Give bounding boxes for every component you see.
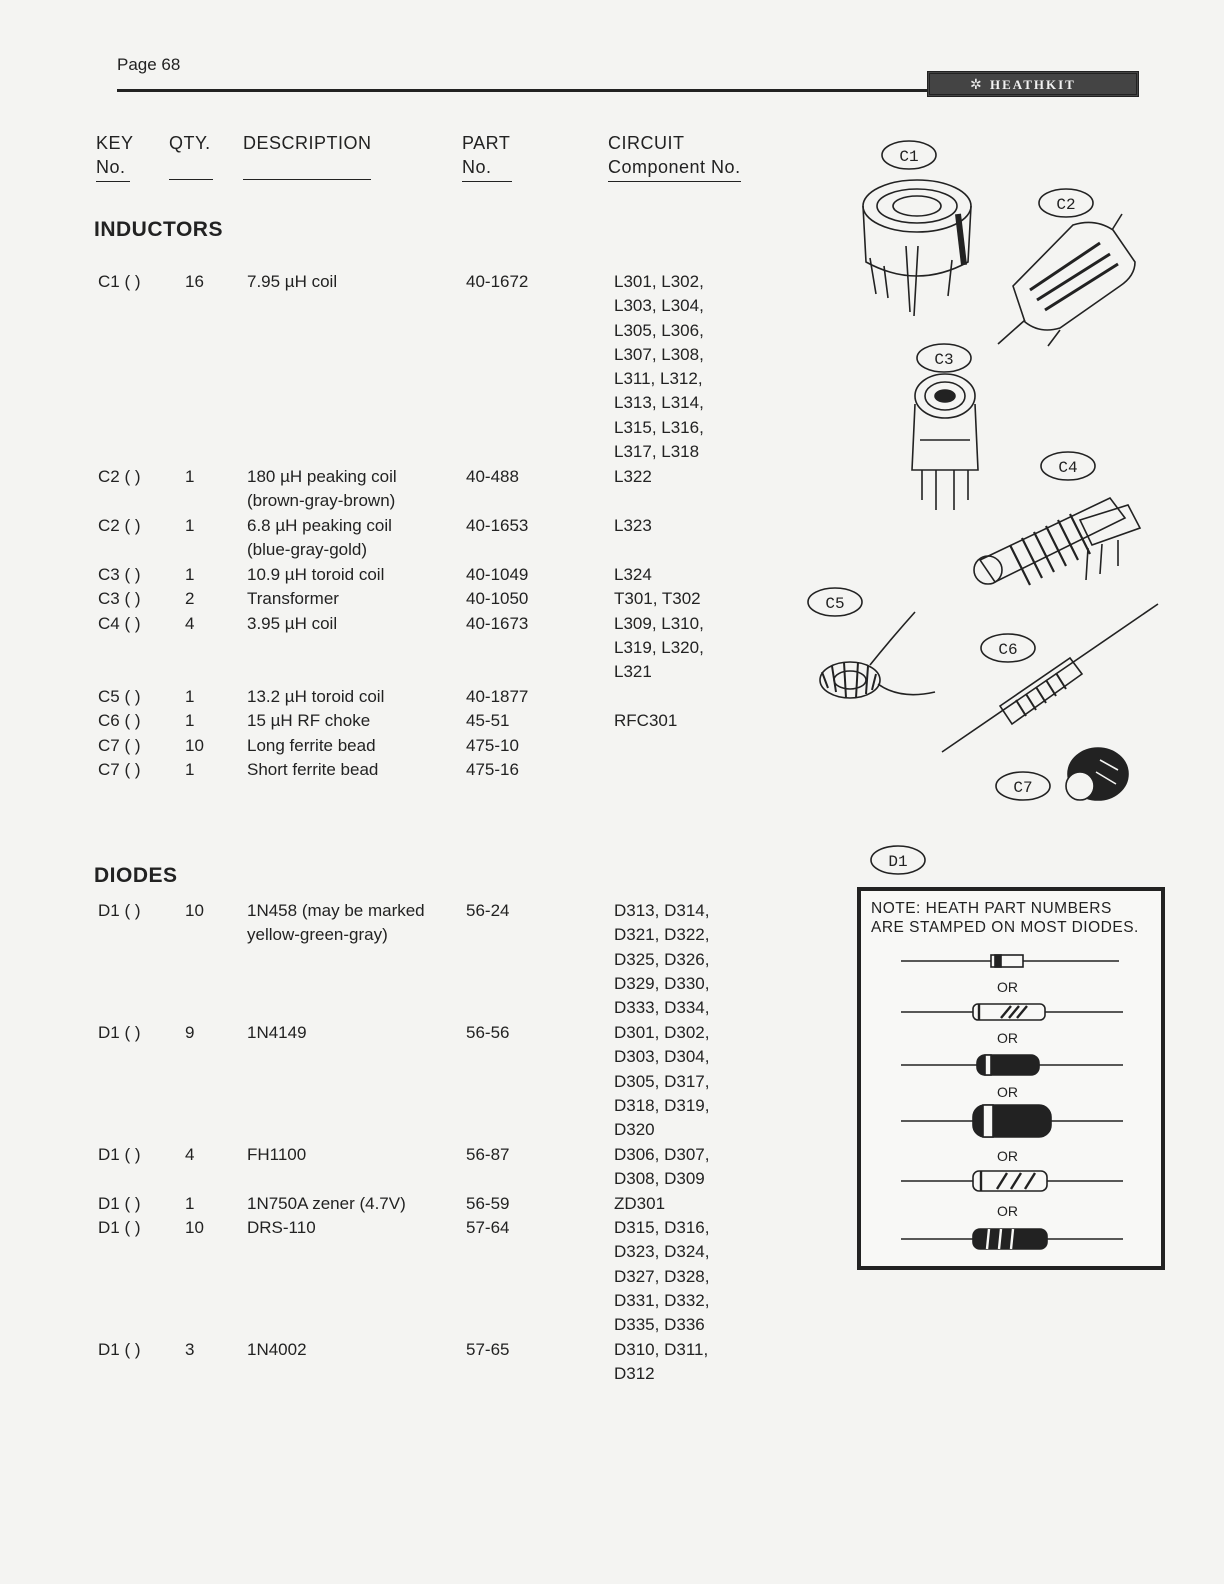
label-c5: C5 [825,595,845,613]
circuit-component-line: L315, L316, [614,417,704,437]
key-number: C7 ( ) [98,735,141,755]
diode-striped-icon [901,1229,1123,1249]
or-label-5: OR [997,1203,1018,1219]
circuit-component-line: D321, D322, [614,925,710,945]
column-header-circuit: CIRCUIT Component No. [608,131,741,182]
quantity: 2 [185,589,195,609]
ferrite-bead-c7-icon [1066,748,1128,800]
key-number: D1 ( ) [98,1023,141,1042]
coil-c1-icon [863,180,971,316]
part-number: 45-51 [466,711,510,731]
description-line: Long ferrite bead [247,735,376,755]
part-number: 56-56 [466,1023,510,1042]
quantity: 4 [185,613,195,633]
circuit-component-line: L322 [614,467,652,487]
part-number: 40-1877 [466,686,529,706]
key-number: D1 ( ) [98,901,141,920]
circuit-component-line: L321 [614,662,652,682]
description-line: yellow-green-gray) [247,925,388,945]
diode-banded-icon [901,1004,1123,1020]
coil-c4-icon [974,498,1140,585]
description-line: 180 µH peaking coil [247,467,397,487]
description-line: Short ferrite bead [247,760,379,779]
description-line: 10.9 µH toroid coil [247,564,385,584]
circuit-component-line: D306, D307, [614,1145,710,1164]
circuit-component-line: L324 [614,564,652,584]
part-number: 40-1049 [466,564,529,584]
section-title-diodes: DIODES [94,864,178,887]
key-number: D1 ( ) [98,1193,141,1213]
circuit-component-line: D335, D336 [614,1315,705,1335]
part-number: 56-87 [466,1145,510,1164]
circuit-component-line: L307, L308, [614,344,704,364]
part-number: 40-1653 [466,516,529,535]
part-number: 40-1672 [466,272,529,291]
circuit-component-line: ZD301 [614,1193,666,1213]
diode-glass-icon [901,955,1119,967]
part-number: 56-24 [466,901,510,920]
key-number: D1 ( ) [98,1218,141,1238]
description-line: 1N750A zener (4.7V) [247,1193,406,1213]
circuit-component-line: D310, D311, [614,1340,709,1360]
part-number: 40-1050 [466,589,529,609]
or-label-3: OR [997,1084,1018,1100]
quantity: 1 [185,467,195,487]
description-line: 13.2 µH toroid coil [247,686,385,706]
description-line: DRS-110 [247,1218,316,1238]
quantity: 1 [185,1193,195,1213]
key-number: C3 ( ) [98,564,141,584]
key-number: C1 ( ) [98,272,141,291]
circuit-component-line: D318, D319, [614,1095,710,1115]
brand-name: HEATHKIT [990,77,1076,92]
circuit-component-line: D301, D302, [614,1023,710,1042]
circuit-component-line: D308, D309 [614,1169,705,1189]
circuit-component-line: D305, D317, [614,1071,710,1091]
circuit-component-line: D315, D316, [614,1218,710,1238]
circuit-component-line: D313, D314, [614,901,710,920]
label-c3: C3 [934,351,954,369]
description-line: (blue-gray-gold) [247,540,367,560]
column-header-description: DESCRIPTION [243,131,372,186]
circuit-component-line: RFC301 [614,711,678,731]
description-line: Transformer [247,589,339,609]
key-number: C2 ( ) [98,516,141,535]
column-header-key: KEY No. [96,131,134,182]
quantity: 16 [185,272,204,291]
toroid-c3-icon [912,374,978,510]
description-line: 7.95 µH coil [247,272,338,291]
circuit-component-line: D329, D330, [614,973,710,993]
circuit-component-line: D325, D326, [614,949,710,969]
quantity: 10 [185,901,204,920]
circuit-component-line: L323 [614,516,652,535]
quantity: 1 [185,564,195,584]
key-number: C7 ( ) [98,760,141,779]
circuit-component-line: D327, D328, [614,1266,710,1286]
circuit-component-line: D320 [614,1120,655,1140]
choke-c6-icon [942,604,1158,752]
column-header-part: PART No. [462,131,512,182]
circuit-component-line: D323, D324, [614,1242,710,1262]
key-number: C5 ( ) [98,686,141,706]
description-line: 6.8 µH peaking coil [247,516,392,535]
quantity: 4 [185,1145,195,1164]
description-line: 15 µH RF choke [247,711,371,731]
part-number: 475-10 [466,735,519,755]
circuit-component-line: L305, L306, [614,320,704,340]
circuit-component-line: L301, L302, [614,272,704,291]
key-number: D1 ( ) [98,1340,141,1360]
diode-note-box [857,887,1165,1270]
label-c2: C2 [1056,196,1076,214]
circuit-component-line: L309, L310, [614,613,704,633]
quantity: 10 [185,1218,204,1238]
part-number: 56-59 [466,1193,510,1213]
quantity: 1 [185,711,195,731]
description-line: 1N458 (may be marked [247,901,425,920]
atom-icon: ✲ [970,76,982,92]
column-header-qty: QTY. [169,131,213,186]
quantity: 1 [185,516,195,535]
circuit-component-line: D331, D332, [614,1291,710,1311]
label-c1: C1 [899,148,919,166]
label-c4: C4 [1058,459,1078,477]
note-text: NOTE: HEATH PART NUMBERS ARE STAMPED ON MOST DIODES. [871,900,1139,936]
diode-black-icon [901,1055,1123,1075]
quantity: 3 [185,1340,195,1360]
description-line: 1N4002 [247,1340,307,1360]
part-number: 40-488 [466,467,519,487]
or-label-2: OR [997,1030,1018,1046]
circuit-component-line: L303, L304, [614,296,704,316]
circuit-component-line: L317, L318 [614,442,700,462]
part-number: 40-1673 [466,613,529,633]
label-d1: D1 [888,853,908,871]
circuit-component-line: T301, T302 [614,589,701,609]
circuit-component-line: L313, L314, [614,393,704,413]
diode-power-icon [901,1105,1123,1137]
circuit-component-line: L311, L312, [614,369,703,389]
quantity: 1 [185,686,195,706]
description-line: 1N4149 [247,1023,307,1042]
section-title-inductors: INDUCTORS [94,218,223,241]
page-number: Page 68 [117,55,181,74]
key-number: D1 ( ) [98,1145,141,1164]
circuit-component-line: L319, L320, [614,637,704,657]
key-number: C6 ( ) [98,711,141,731]
or-label-4: OR [997,1148,1018,1164]
description-line: (brown-gray-brown) [247,491,396,511]
coil-c2-icon [998,214,1135,346]
circuit-component-line: D312 [614,1364,655,1384]
part-number: 57-65 [466,1340,510,1360]
circuit-component-line: D333, D334, [614,998,710,1018]
key-number: C3 ( ) [98,589,141,609]
description-line: 3.95 µH coil [247,613,338,633]
quantity: 1 [185,760,195,779]
quantity: 10 [185,735,204,755]
part-number: 57-64 [466,1218,510,1238]
circuit-component-line: D303, D304, [614,1047,710,1067]
description-line: FH1100 [247,1145,307,1164]
key-number: C4 ( ) [98,613,141,633]
part-number: 475-16 [466,760,519,779]
quantity: 9 [185,1023,195,1042]
or-label-1: OR [997,979,1018,995]
label-c6: C6 [998,641,1018,659]
key-number: C2 ( ) [98,467,141,487]
label-c7: C7 [1013,779,1033,797]
diode-zener-icon [901,1171,1123,1191]
toroid-c5-icon [820,612,935,698]
